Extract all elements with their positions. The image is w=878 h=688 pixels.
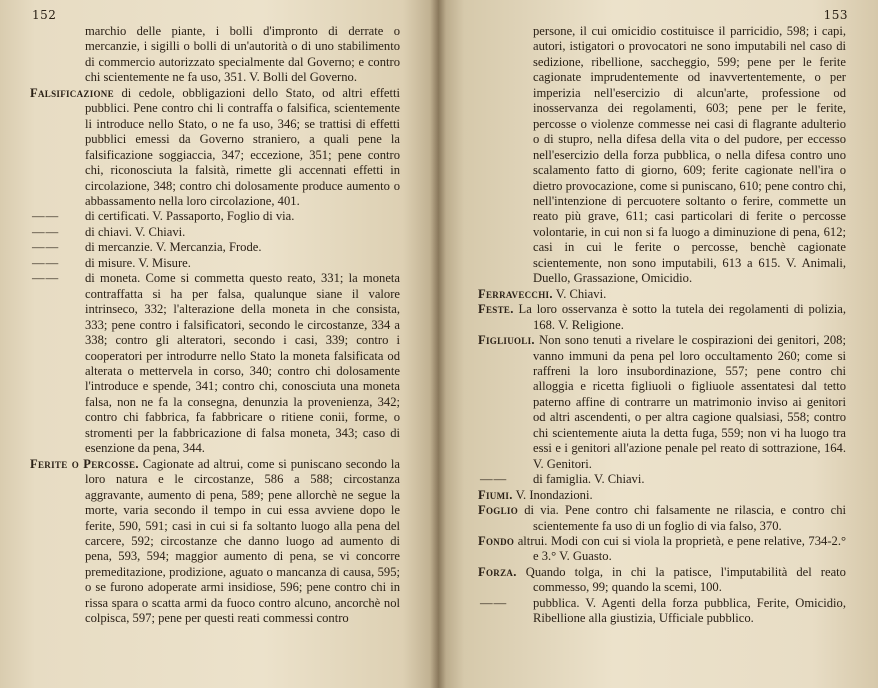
page-number: 153 xyxy=(823,8,848,22)
entry-text: di moneta. Come si commetta questo reato, 331; la moneta contraffatta si ha per falsa, qualunque siane il valore intrinseco, 332; l'alterazione della moneta in che consista, 333; pene contro i falsificatori, secondo le circostanze, 334 a 338; contro gli alteratori, secondo i casi, 339; contro i cooperatori per introdurre nello Stato la moneta falsificata od alterata o mettervela in corso, 340; contro chi dolosamente l'introduce e spende, 341; contro chi, conosciuta una moneta falsa, non ne fa la consegna, denunzia la provenienza, 342; contro chi fabbrica, fa fabbricare o ritiene conii, forme, o stromenti per la fabbricazione di falsa moneta, 343; caso di esenzione da pena, 344. xyxy=(85,271,400,456)
entry-text: Non sono tenuti a rivelare le cospirazioni dei genitori, 208; vanno immuni da pena pel loro occultamento 260; come si raffreni la loro insubordinazione, 557; pene contro chi alloggia e ricetta figliuoli o figliuole assentatesi dal tetto paterno affine di contrarre un matrimonio inviso ai genitori od altri ascendenti, o per altra cagione qualsiasi, 558; contro chi scientemente aiuta la detta fuga, 559; non vi ha luogo tra essi e i genitori all'azione penale pel reato di sottrazione, 164. V. Genitori. xyxy=(533,333,846,471)
index-subentry xyxy=(30,271,400,456)
left-page xyxy=(0,0,438,688)
index-subentry xyxy=(478,472,846,487)
entry-text: persone, il cui omicidio costituisce il parricidio, 598; i capi, autori, istigatori o provocatori ne sono imputabili nel caso di sedizione, ribellione, saccheggio, 599; pene per le ferite cagionate imprudentemente od inavvertentemente, o per imperizia nell'esercizio di alcun'arte, professione od inosservanza dei regolamenti, 603; pene per le ferite, percosse o violenze commesse nei casi di flagrante adulterio o di stupro, nella difesa della vita o del pudore, per eccesso nell'esercizio della forza pubblica, o nella difesa contro uno scalamento fatto di giorno, 609; ferite cagionate nell'ira o dietro provocazione, come si puniscano, 610; pene contro chi, nell'intenzione di percuotere soltanto o ferire, commette un reato più grave, 611; casi particolari di ferite o percosse volontarie, in cui non si fa luogo a diminuzione di pena, 612; casi in cui le ferite o percosse, benchè cagionate scientemente, non sono imputabili, 613 a 615. V. Animali, Duello, Grassazione, Omicidio. xyxy=(533,24,846,286)
book-gutter xyxy=(430,0,446,688)
index-entry xyxy=(478,287,846,302)
index-entry xyxy=(478,534,846,565)
entry-text: La loro osservanza è sotto la tutela dei regolamenti di polizia, 168. V. Religione. xyxy=(518,302,846,332)
entry-heading: Fiumi. xyxy=(478,487,513,502)
index-subentry xyxy=(30,225,400,240)
entry-heading: Ferite o Percosse. xyxy=(30,456,139,471)
index-subentry xyxy=(30,256,400,271)
index-subentry xyxy=(478,596,846,627)
entry-text: di cedole, obbligazioni dello Stato, od altri effetti pubblici. Pene contro chi li contraffa o falsifica, scientemente li introduce nello Stato, o ne fa uso, 346; se trattisi di effetti pubblici emessi da Governo straniero, a quali pene la falsificazione soggiaccia, 347; eccezione, 351; pene contro chi, riconosciuta la falsità, rimette gli accennati effetti in circolazione, 348; contro chi dolosamente produce aumento o abbassamento nella loro circolazione, 401. xyxy=(85,85,400,208)
entry-heading: Figliuoli. xyxy=(478,333,535,348)
index-entry xyxy=(478,302,846,333)
entry-text: pubblica. V. Agenti della forza pubblica, Ferite, Omicidio, Ribellione alla giustizia, Ufficiale pubblico. xyxy=(533,595,846,626)
entry-text: di famiglia. V. Chiavi. xyxy=(533,472,645,487)
index-entry xyxy=(478,503,846,534)
entry-text: di misure. V. Misure. xyxy=(85,255,191,270)
entry-heading: Feste. xyxy=(478,302,514,317)
entry-text: V. Inondazioni. xyxy=(515,487,593,502)
ditto-dash: —— xyxy=(32,224,60,239)
entry-heading: Ferravecchi. xyxy=(478,286,553,301)
entry-text: di mercanzie. V. Mercanzia, Frode. xyxy=(85,240,262,255)
page-number: 152 xyxy=(32,8,57,22)
ditto-dash: —— xyxy=(32,240,60,255)
ditto-dash: —— xyxy=(32,209,60,224)
index-entry-continuation xyxy=(478,24,846,287)
entry-text: di chiavi. V. Chiavi. xyxy=(85,224,186,239)
index-column xyxy=(478,24,846,627)
entry-text: Cagionate ad altrui, come si puniscano secondo la loro natura e le circostanze, 586 a 588; circostanza aggravante, aumento di pena, 589; pene allorchè ne segue la morte, varia secondo il tempo in cui essa avviene dopo le ferite, 590, 591; casi in cui si fa soltanto luogo alla pena del carcere, 592; circostanze che danno luogo ad aumento di pena, 593, 594; maggior aumento di pena, se vi concorre premeditazione, prodizione, aguato o mancanza di causa, 595; o se furono adoperate armi insidiose, 596; pene contro chi in rissa spara o scatta armi da fuoco contro alcuno, ancorchè nol colpisca, 597; pene per questi reati commessi contro xyxy=(85,456,400,626)
index-entry xyxy=(478,565,846,596)
ditto-dash: —— xyxy=(32,271,60,286)
index-entry xyxy=(30,457,400,627)
index-subentry xyxy=(30,209,400,224)
index-entry-continuation xyxy=(30,24,400,86)
entry-heading: Forza. xyxy=(478,564,517,579)
index-subentry xyxy=(30,240,400,255)
entry-heading: Falsificazione xyxy=(30,85,114,100)
right-page xyxy=(438,0,878,688)
ditto-dash: —— xyxy=(480,595,508,610)
entry-heading: Fondo xyxy=(478,533,515,548)
ditto-dash: —— xyxy=(480,472,508,487)
entry-heading: Foglio xyxy=(478,503,518,518)
index-entry xyxy=(478,488,846,503)
index-entry xyxy=(478,333,846,472)
index-entry xyxy=(30,86,400,210)
entry-text: altrui. Modi con cui si viola la proprietà, e pene relative, 734-2.° e 3.° V. Guasto. xyxy=(517,533,846,564)
entry-text: V. Chiavi. xyxy=(555,286,607,301)
entry-text: Quando tolga, in chi la patisce, l'imputabilità del reato commesso, 99; quando la scemi, 100. xyxy=(525,564,846,595)
entry-text: marchio delle piante, i bolli d'impronto di derrate o mercanzie, i sigilli o bolli di un'autorità o di uno stabilimento di commercio autorizzato specialmente dal Governo; e contro chi scientemente ne fa uso, 351. V. Bolli del Governo. xyxy=(85,24,400,85)
entry-text: di via. Pene contro chi falsamente ne rilascia, e contro chi scientemente fa uso di un foglio di via falso, 370. xyxy=(524,503,846,533)
index-column xyxy=(30,24,400,627)
entry-text: di certificati. V. Passaporto, Foglio di via. xyxy=(85,209,295,224)
ditto-dash: —— xyxy=(32,255,60,270)
